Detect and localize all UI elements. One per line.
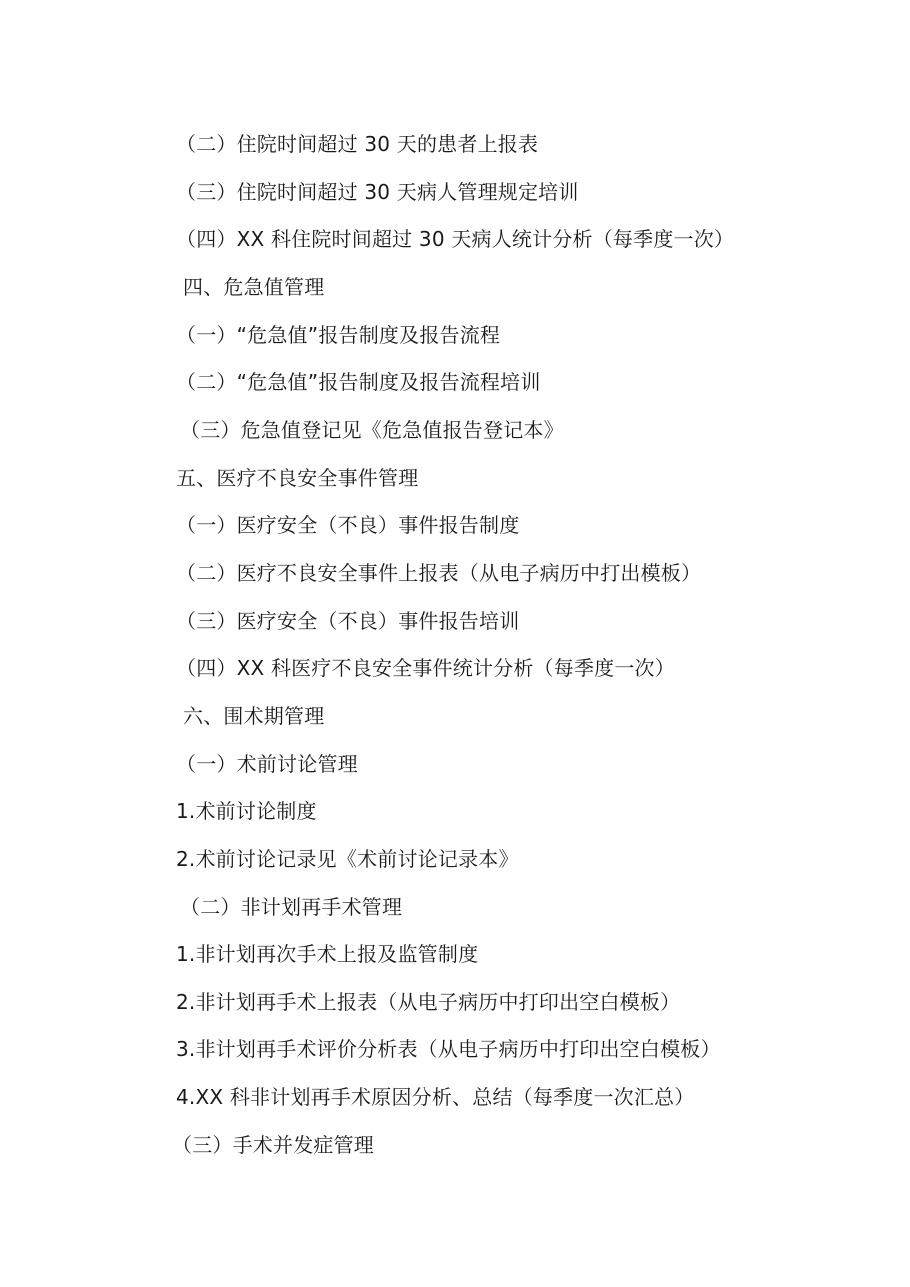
line-9: （一）医疗安全（不良）事件报告制度: [176, 513, 520, 537]
line-11: （三）医疗安全（不良）事件报告培训: [176, 609, 520, 633]
line-12: （四）XX 科医疗不良安全事件统计分析（每季度一次）: [176, 656, 675, 680]
line-18: 1.非计划再次手术上报及监管制度: [176, 942, 479, 966]
line-1: （二）住院时间超过 30 天的患者上报表: [176, 132, 539, 156]
line-6: （二）“危急值”报告制度及报告流程培训: [176, 370, 541, 394]
section-heading-4: 四、危急值管理: [183, 275, 325, 299]
line-5: （一）“危急值”报告制度及报告流程: [176, 323, 501, 347]
line-21: 4.XX 科非计划再手术原因分析、总结（每季度一次汇总）: [176, 1085, 695, 1109]
line-14: （一）术前讨论管理: [176, 752, 358, 776]
section-heading-6: 六、围术期管理: [183, 704, 325, 728]
line-3: （四）XX 科住院时间超过 30 天病人统计分析（每季度一次）: [176, 227, 735, 251]
line-16: 2.术前讨论记录见《术前讨论记录本》: [176, 847, 519, 871]
line-10: （二）医疗不良安全事件上报表（从电子病历中打出模板）: [176, 561, 702, 585]
line-19: 2.非计划再手术上报表（从电子病历中打印出空白模板）: [176, 990, 681, 1014]
line-7: （三）危急值登记见《危急值报告登记本》: [180, 418, 564, 442]
section-heading-5: 五、医疗不良安全事件管理: [176, 466, 419, 490]
line-2: （三）住院时间超过 30 天病人管理规定培训: [176, 180, 579, 204]
line-15: 1.术前讨论制度: [176, 799, 317, 823]
line-20: 3.非计划再手术评价分析表（从电子病历中打印出空白模板）: [176, 1037, 721, 1061]
line-17: （二）非计划再手术管理: [180, 895, 403, 919]
line-22: （三）手术并发症管理: [172, 1133, 374, 1157]
